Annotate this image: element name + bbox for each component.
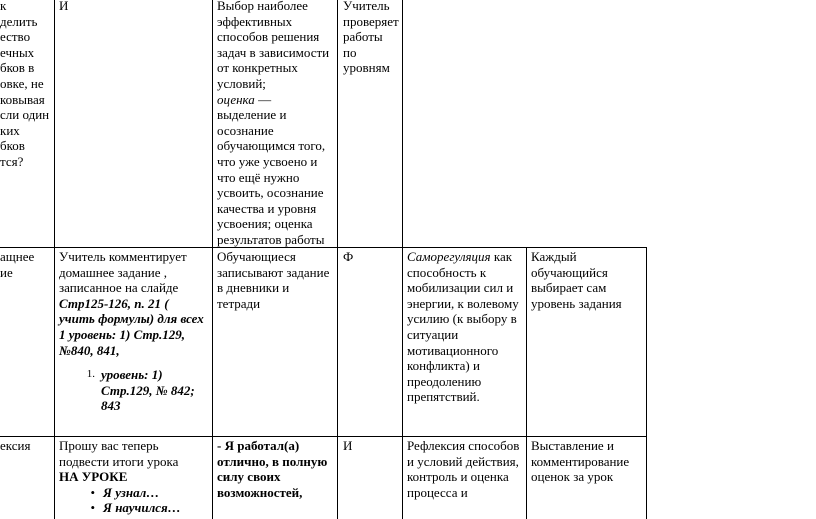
row3-stage-cell (0, 436, 55, 519)
list-number: 1. (86, 368, 95, 381)
term-rest: как (490, 249, 513, 264)
row2-teacher-cell (54, 247, 213, 437)
row1-control-line: работы (343, 29, 383, 45)
row2-teacher-line: Учитель комментирует (59, 249, 187, 264)
list-text-line: уровень: 1) (101, 367, 163, 383)
term-ocenka: оценка (217, 91, 255, 107)
row1-control-line: Учитель (343, 0, 390, 13)
dash-text: — (254, 91, 272, 107)
row2-form-text: Ф (343, 249, 354, 264)
row3-teacher-heading: НА УРОКЕ (59, 469, 128, 485)
row2-diff-line: Каждый (531, 249, 577, 264)
row1-control-cell (337, 0, 403, 248)
row1-student-line (217, 92, 333, 108)
row1-student-line: выделение и (217, 107, 287, 123)
row2-teacher-bold-line: учить формулы) для всех (59, 311, 204, 327)
row2-uud-line: энергии, к волевому (407, 295, 519, 311)
row1-stage-cell (0, 0, 55, 248)
row2-diff-line: уровень задания (531, 295, 622, 311)
row1-student-line: способов решения (217, 29, 320, 45)
row3-diff-line: Выставление и (531, 438, 614, 453)
row1-stage-line: овке, не (0, 75, 44, 91)
bullet-icon: • (90, 500, 95, 516)
row1-student-line: усвоения; оценка (217, 216, 313, 232)
row1-student-line: осознание (217, 122, 274, 138)
row3-student-cell (212, 436, 338, 519)
row2-uud-line: способность к (407, 264, 487, 280)
row2-uud-cell (402, 247, 527, 437)
row1-student-line: что ещё нужно (217, 169, 300, 185)
row3-teacher-line: Прошу вас теперь (59, 438, 159, 453)
row2-form-cell (337, 247, 403, 437)
row1-student-cell (212, 0, 338, 248)
term-samoregulyatsiya: Саморегуляция (407, 249, 491, 264)
row1-student-line: от конкретных (217, 60, 298, 76)
row3-stage-line: ексия (0, 438, 31, 453)
bullet-text: Я узнал… (103, 484, 160, 500)
row1-teacher-cell (54, 0, 213, 248)
row1-student-line: качества и уровня (217, 200, 317, 216)
row2-stage-line: ие (0, 264, 13, 280)
row1-student-line: условий; (217, 75, 266, 91)
row2-uud-line: препятствий. (407, 389, 480, 405)
row2-uud-line: усилию (к выбору в (407, 311, 517, 327)
row2-uud-line: ситуации (407, 326, 459, 342)
row3-diff-line: оценок за урок (531, 469, 614, 485)
row1-student-line: Выбор наиболее (217, 0, 308, 13)
row1-control-line: уровням (343, 60, 390, 76)
bullet-list-item (59, 485, 208, 501)
row2-teacher-bold-line: 1 уровень: 1) Стр.129, (59, 326, 186, 342)
row3-uud-cell (402, 436, 527, 519)
row2-teacher-bold-line: №840, 841, (59, 342, 120, 358)
row3-teacher-line: подвести итоги урока (59, 453, 179, 469)
row2-diff-cell (526, 247, 647, 437)
row2-student-line: Обучающиеся (217, 249, 296, 264)
row2-uud-line: конфликта) и (407, 358, 480, 374)
row2-student-line: тетради (217, 295, 261, 311)
row1-stage-line: ечных (0, 44, 35, 60)
row1-stage-line: бков в (0, 60, 35, 76)
row2-student-line: записывают задание (217, 264, 330, 280)
row1-student-line: что уже усвоено и (217, 153, 318, 169)
row1-stage-line: бков (0, 138, 25, 154)
row1-stage-line: к (0, 0, 7, 13)
row3-diff-cell (526, 436, 647, 519)
row3-form-text: И (343, 438, 353, 453)
row2-stage-line: ащнее (0, 249, 35, 264)
row1-stage-line: делить (0, 13, 38, 29)
row2-student-line: в дневники и (217, 280, 290, 296)
row1-student-line: результатов работы (217, 231, 325, 247)
row3-student-line: - Я работал(а) (217, 438, 300, 453)
row3-uud-line: процесса и (407, 484, 468, 500)
numbered-list-item (59, 367, 208, 414)
row2-uud-line: мотивационного (407, 342, 499, 358)
row1-stage-line: ких (0, 122, 20, 138)
row1-control-line: проверяет (343, 13, 399, 29)
row3-uud-line: контроль и оценка (407, 469, 509, 485)
list-text-line: 843 (101, 398, 121, 414)
row2-diff-line: выбирает сам (531, 280, 607, 296)
row1-teacher-text: И (59, 0, 69, 13)
bullet-list-item (59, 500, 208, 516)
row1-control-line: по (343, 44, 357, 60)
row3-student-line: силу своих (217, 469, 281, 485)
bullet-icon: • (90, 484, 95, 500)
row1-stage-line: тся? (0, 153, 24, 169)
row1-student-line: эффективных (217, 13, 293, 29)
row1-stage-line: ество (0, 29, 31, 45)
row3-teacher-cell (54, 436, 213, 519)
row3-uud-line: Рефлексия способов (407, 438, 520, 453)
row1-student-line: усвоить, осознание (217, 185, 324, 201)
row2-teacher-line: домашнее задание , (59, 264, 168, 280)
row2-student-cell (212, 247, 338, 437)
row2-teacher-bold-line: Стр125-126, п. 21 ( (59, 295, 169, 311)
row1-stage-line: ковывая (0, 91, 45, 107)
row3-form-cell (337, 436, 403, 519)
row2-uud-line: преодолению (407, 373, 482, 389)
row1-stage-line: сли один (0, 107, 50, 123)
row2-stage-cell (0, 247, 55, 437)
row2-teacher-line: записанное на слайде (59, 280, 179, 296)
row1-student-line: задач в зависимости (217, 44, 330, 60)
row3-student-line: возможностей, (217, 484, 303, 500)
bullet-text: Я научился… (103, 500, 181, 516)
row3-uud-line: и условий действия, (407, 453, 519, 469)
row3-diff-line: комментирование (531, 453, 630, 469)
list-text (101, 367, 195, 414)
row2-uud-line: мобилизации сил и (407, 280, 514, 296)
row2-uud-line (407, 249, 522, 265)
row1-student-line: обучающимся того, (217, 138, 326, 154)
row2-diff-line: обучающийся (531, 264, 608, 280)
list-text-line: Стр.129, № 842; (101, 382, 195, 398)
row3-student-line: отлично, в полную (217, 453, 328, 469)
